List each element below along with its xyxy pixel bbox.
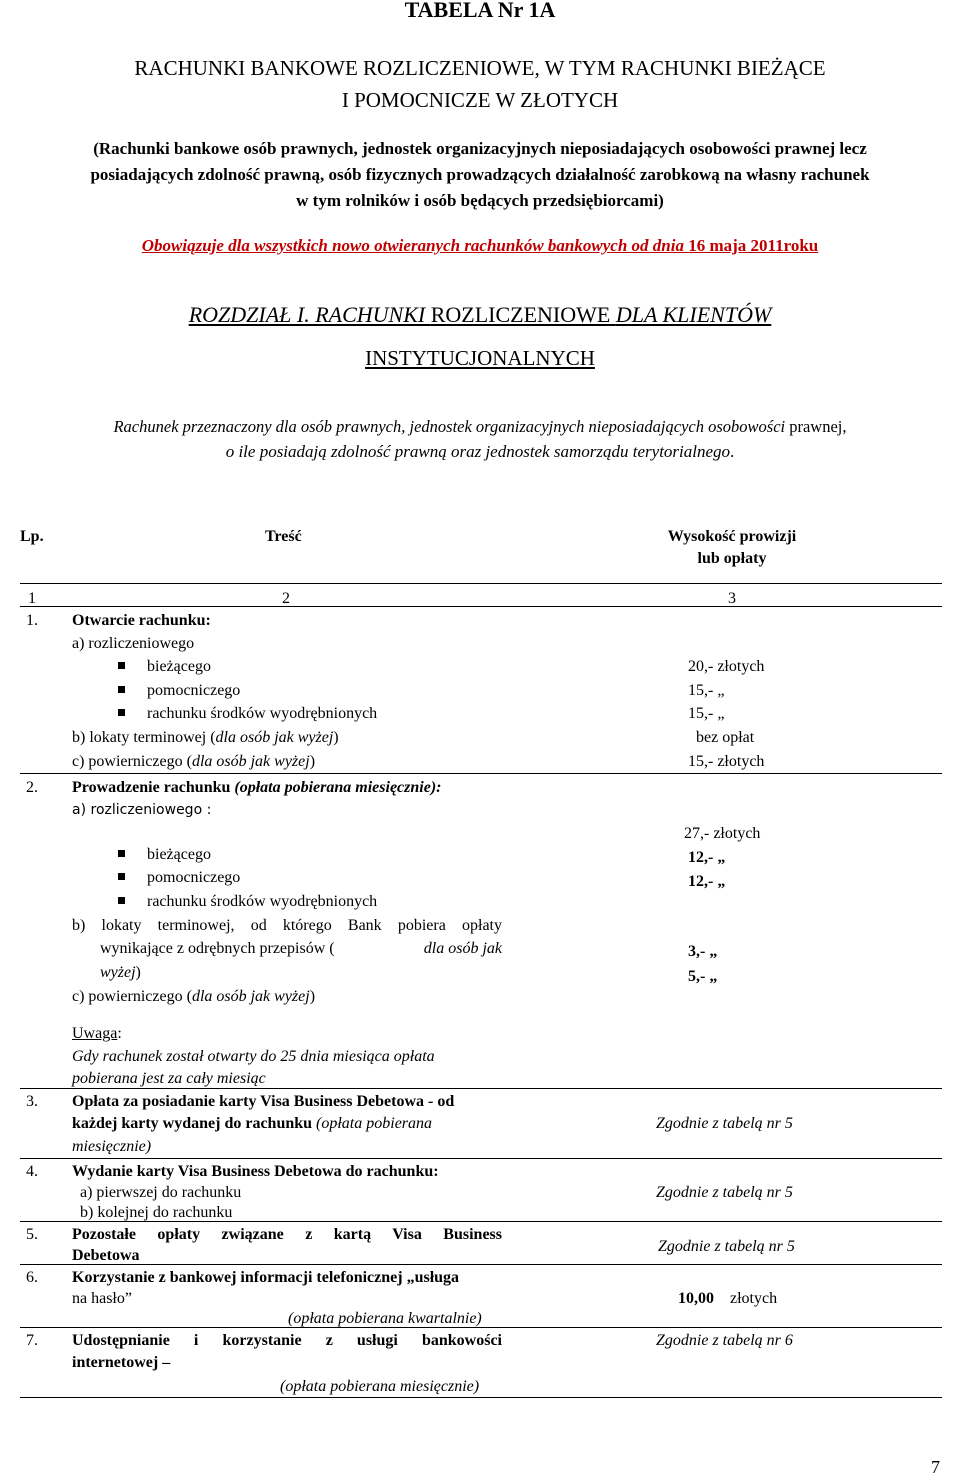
row-2-item-b-line-3-italic: wyżej xyxy=(100,964,136,981)
section-title-part-1: ROZDZIAŁ I. RACHUNKI xyxy=(188,302,431,327)
row-5-fee: Zgodnie z tabelą nr 5 xyxy=(658,1238,795,1255)
row-2-note-colon: : xyxy=(117,1025,122,1042)
row-5-number: 5. xyxy=(26,1226,38,1243)
row-3-line-1: Opłata za posiadanie karty Visa Business Debetowa - od xyxy=(72,1093,455,1110)
account-description-italic: Rachunek przeznaczony dla osób prawnych, jednostek organizacyjnych nieposiadających osobowości xyxy=(113,417,790,436)
column-number-2: 2 xyxy=(282,590,290,607)
row-4-bottom-rule xyxy=(20,1221,942,1222)
validity-notice-date: 16 maja 2011roku xyxy=(688,236,819,255)
row-2-note-label xyxy=(72,1022,122,1045)
row-4-item-a: a) pierwszej do rachunku xyxy=(80,1184,242,1201)
row-2-fee-4: 3,- „ xyxy=(688,943,718,960)
row-1-fee-5: 15,- złotych xyxy=(688,753,765,770)
account-description-line-1 xyxy=(0,414,960,439)
row-6-fee-unit: złotych xyxy=(730,1290,778,1307)
row-2-item-a: a) rozliczeniowego : xyxy=(72,802,212,818)
row-6-bottom-rule xyxy=(20,1327,942,1328)
bullet-icon xyxy=(118,850,125,857)
row-2-bullet-1-text: bieżącego xyxy=(147,846,211,863)
row-6-line-1: Korzystanie z bankowej informacji telefonicznej „usługa xyxy=(72,1269,460,1286)
row-1-item-c-end: ) xyxy=(309,753,316,770)
column-header-fee xyxy=(620,526,844,570)
column-header-content: Treść xyxy=(265,528,302,545)
column-header-fee-line-2: lub opłaty xyxy=(697,550,767,567)
row-6-number: 6. xyxy=(26,1269,38,1286)
row-1-item-c xyxy=(72,750,315,773)
row-2-item-b-line-2-italic: dla osób jak xyxy=(423,940,502,957)
row-1-bullet-3 xyxy=(118,702,377,725)
row-2-item-b-line-3 xyxy=(100,961,141,984)
row-1-bullet-2 xyxy=(118,679,240,702)
row-1-item-b xyxy=(72,726,339,749)
row-1-item-a: a) rozliczeniowego xyxy=(72,635,195,652)
row-1-bullet-3-text: rachunku środków wyodrębnionych xyxy=(147,705,378,722)
row-1-fee-3: 15,- „ xyxy=(688,705,725,722)
page-number: 7 xyxy=(931,1457,940,1477)
row-7-line-1: Udostępnianie i korzystanie z usługi bankowości xyxy=(72,1332,502,1349)
row-2-note-label-text: Uwaga xyxy=(72,1025,118,1042)
row-2-bullet-2 xyxy=(118,866,240,889)
heading-line-1: RACHUNKI BANKOWE ROZLICZENIOWE, W TYM RACHUNKI BIEŻĄCE xyxy=(134,56,826,80)
row-6-fee-value: 10,00 xyxy=(678,1290,714,1307)
row-7-line-2: internetowej – xyxy=(72,1354,171,1371)
row-2-item-b-line-2-text: wynikające z odrębnych przepisów ( xyxy=(100,940,335,957)
row-2-item-c-end: ) xyxy=(309,988,316,1005)
bullet-icon xyxy=(118,662,125,669)
row-2-title-bold: Prowadzenie rachunku xyxy=(72,779,231,796)
row-4-item-b: b) kolejnej do rachunku xyxy=(80,1204,233,1221)
row-7-fee: Zgodnie z tabelą nr 6 xyxy=(656,1332,793,1349)
section-title-part-3: DLA KLIENTÓW xyxy=(615,302,772,327)
row-2-note-line-1: Gdy rachunek został otwarty do 25 dnia miesiąca opłata xyxy=(72,1048,435,1065)
table-bottom-rule xyxy=(20,1397,942,1398)
row-2-fee-1: 27,- złotych xyxy=(684,825,761,842)
row-1-bullet-2-text: pomocniczego xyxy=(147,682,241,699)
row-3-number: 3. xyxy=(26,1093,38,1110)
subtitle-line-2: posiadających zdolność prawną, osób fizycznych prowadzących działalność zarobkową na własny rachunek xyxy=(90,165,870,184)
row-1-bottom-rule xyxy=(20,773,942,774)
column-header-lp: Lp. xyxy=(20,528,44,545)
row-3-line-2 xyxy=(72,1112,432,1135)
row-4-fee: Zgodnie z tabelą nr 5 xyxy=(656,1184,793,1201)
row-1-item-c-text: c) powierniczego ( xyxy=(72,753,192,770)
account-description-line-2 xyxy=(0,439,960,464)
column-numbers-rule xyxy=(20,606,942,607)
row-5-line-2: Debetowa xyxy=(72,1247,140,1264)
row-7-number: 7. xyxy=(26,1332,38,1349)
bullet-icon xyxy=(118,686,125,693)
row-1-item-b-end: ) xyxy=(333,729,339,746)
account-description-period: . xyxy=(730,442,735,461)
bullet-icon xyxy=(118,709,125,716)
bullet-icon xyxy=(118,897,125,904)
row-2-bullet-1 xyxy=(118,843,211,866)
row-1-bullet-1 xyxy=(118,655,211,678)
bullet-icon xyxy=(118,873,125,880)
row-1-title: Otwarcie rachunku: xyxy=(72,612,211,629)
section-title-line-2: INSTYTUCJONALNYCH xyxy=(365,346,595,370)
row-2-item-b-line-2 xyxy=(100,937,502,960)
row-2-title-note: (opłata pobierana miesięcznie): xyxy=(230,779,442,796)
row-1-item-c-italic: dla osób jak wyżej xyxy=(191,753,310,770)
row-2-item-c xyxy=(72,985,315,1008)
account-description-upright: prawnej, xyxy=(789,417,847,436)
row-2-title xyxy=(72,776,441,799)
row-2-item-b-line-1: b) lokaty terminowej, od którego Bank pobiera opłaty xyxy=(72,917,502,934)
section-title xyxy=(0,302,960,328)
row-2-item-b-line-3-end: ) xyxy=(135,964,141,981)
row-2-fee-5: 5,- „ xyxy=(688,968,718,985)
row-7-note: (opłata pobierana miesięcznie) xyxy=(280,1378,480,1395)
column-header-fee-line-1: Wysokość prowizji xyxy=(667,528,797,545)
heading-line-2: I POMOCNICZE W ZŁOTYCH xyxy=(341,88,619,112)
row-3-bottom-rule xyxy=(20,1158,942,1159)
table-top-rule xyxy=(20,583,942,584)
row-2-item-c-text: c) powierniczego ( xyxy=(72,988,192,1005)
row-5-bottom-rule xyxy=(20,1264,942,1265)
row-3-fee: Zgodnie z tabelą nr 5 xyxy=(656,1115,793,1132)
subtitle-line-3: w tym rolników i osób będących przedsiębiorcami) xyxy=(296,191,664,210)
row-4-number: 4. xyxy=(26,1163,38,1180)
subtitle-line-1: (Rachunki bankowe osób prawnych, jednostek organizacyjnych nieposiadających osobowości prawnej lecz xyxy=(93,139,867,158)
row-2-bullet-3-text: rachunku środków wyodrębnionych xyxy=(147,893,378,910)
section-title-part-2: ROZLICZENIOWE xyxy=(430,302,616,327)
validity-notice-text: Obowiązuje dla wszystkich nowo otwieranych rachunków bankowych od dnia xyxy=(141,236,689,255)
row-1-fee-1: 20,- złotych xyxy=(688,658,765,675)
row-1-item-b-text: b) lokaty terminowej ( xyxy=(72,729,216,746)
row-1-bullet-1-text: bieżącego xyxy=(147,658,211,675)
row-6-note: (opłata pobierana kwartalnie) xyxy=(288,1310,482,1327)
row-1-item-b-italic: dla osób jak wyżej xyxy=(215,729,334,746)
validity-notice xyxy=(0,236,960,256)
row-2-bullet-3 xyxy=(118,890,377,913)
row-6-fee xyxy=(678,1287,777,1310)
row-3-line-3: miesięcznie) xyxy=(72,1138,152,1155)
row-1-fee-4: bez opłat xyxy=(696,729,755,746)
row-6-line-2: na hasło” xyxy=(72,1290,132,1307)
row-2-note-line-2: pobierana jest za cały miesiąc xyxy=(72,1070,266,1087)
row-2-fee-2: 12,- „ xyxy=(688,849,726,866)
row-1-number: 1. xyxy=(26,612,38,629)
row-3-line-2-note: (opłata pobierana xyxy=(312,1115,433,1132)
row-2-fee-3: 12,- „ xyxy=(688,873,726,890)
account-description-line-2-text: o ile posiadają zdolność prawną oraz jednostek samorządu terytorialnego xyxy=(225,442,731,461)
column-number-3: 3 xyxy=(728,590,736,607)
row-2-bottom-rule xyxy=(20,1088,942,1089)
row-4-title: Wydanie karty Visa Business Debetowa do rachunku: xyxy=(72,1163,439,1180)
row-2-number: 2. xyxy=(26,779,38,796)
row-1-fee-2: 15,- „ xyxy=(688,682,725,699)
row-3-line-2-bold: każdej karty wydanej do rachunku xyxy=(72,1115,313,1132)
document-title: TABELA Nr 1A xyxy=(404,0,556,22)
row-5-line-1: Pozostałe opłaty związane z kartą Visa Business xyxy=(72,1226,502,1243)
row-2-bullet-2-text: pomocniczego xyxy=(147,869,241,886)
row-2-item-c-italic: dla osób jak wyżej xyxy=(191,988,310,1005)
column-number-1: 1 xyxy=(28,590,36,607)
